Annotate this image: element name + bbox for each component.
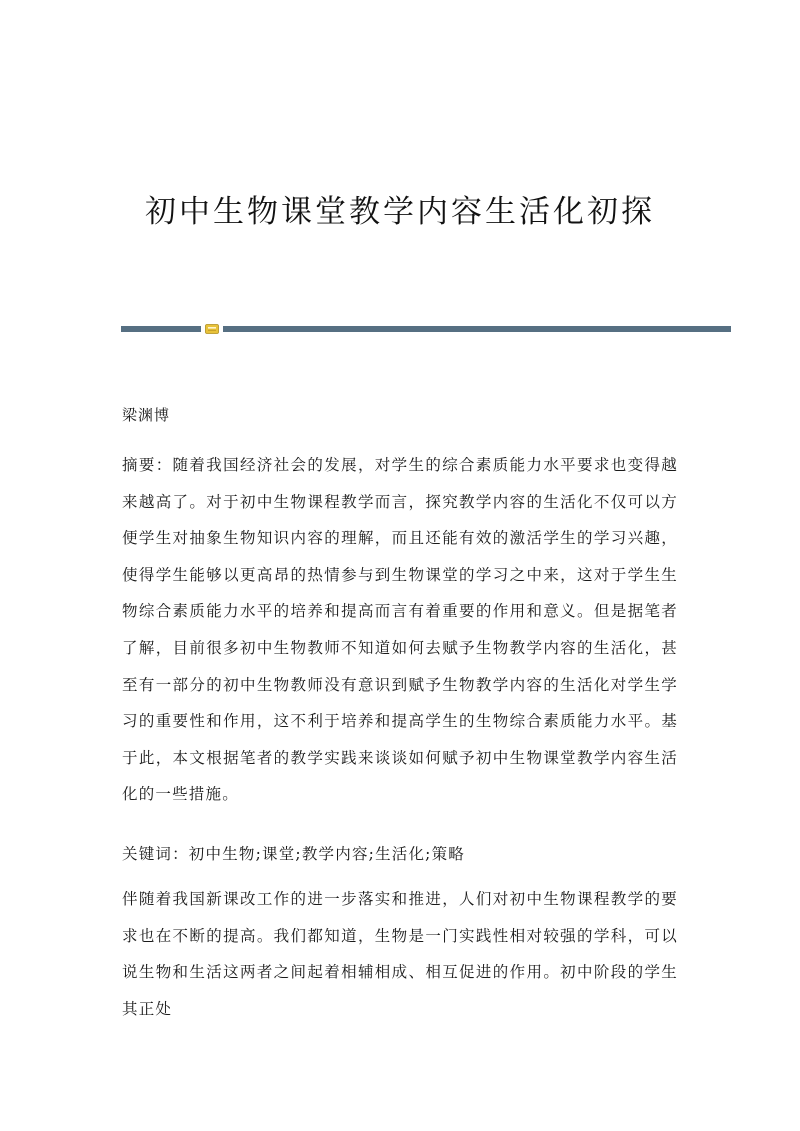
divider-bar-left	[121, 326, 201, 332]
divider-ornament-icon	[205, 324, 219, 334]
body-paragraph: 伴随着我国新课改工作的进一步落实和推进，人们对初中生物课程教学的要求也在不断的提高。我们都知道，生物是一门实践性相对较强的学科，可以说生物和生活这两者之间起着相辅相成、相互促进的作用。初中阶段的学生其正处	[122, 890, 678, 1018]
divider-bar-right	[223, 326, 731, 332]
title-divider	[121, 324, 731, 334]
author-name: 梁渊博	[122, 406, 171, 424]
document-title: 初中生物课堂教学内容生活化初探	[145, 194, 655, 230]
keywords-line: 关键词：初中生物;课堂;教学内容;生活化;策略	[122, 845, 465, 863]
abstract-paragraph: 摘要：随着我国经济社会的发展，对学生的综合素质能力水平要求也变得越来越高了。对于初中生物课程教学而言，探究教学内容的生活化不仅可以方便学生对抽象生物知识内容的理解，而且还能有效的激活学生的学习兴趣，使得学生能够以更高昂的热情参与到生物课堂的学习之中来，这对于学生生物综合素质能力水平的培养和提高而言有着重要的作用和意义。但是据笔者了解，目前很多初中生物教师不知道如何去赋予生物教学内容的生活化，甚至有一部分的初中生物教师没有意识到赋予生物教学内容的生活化对学生学习的重要性和作用，这不利于培养和提高学生的生物综合素质能力水平。基于此，本文根据笔者的教学实践来谈谈如何赋予初中生物课堂教学内容生活化的一些措施。	[122, 456, 678, 804]
